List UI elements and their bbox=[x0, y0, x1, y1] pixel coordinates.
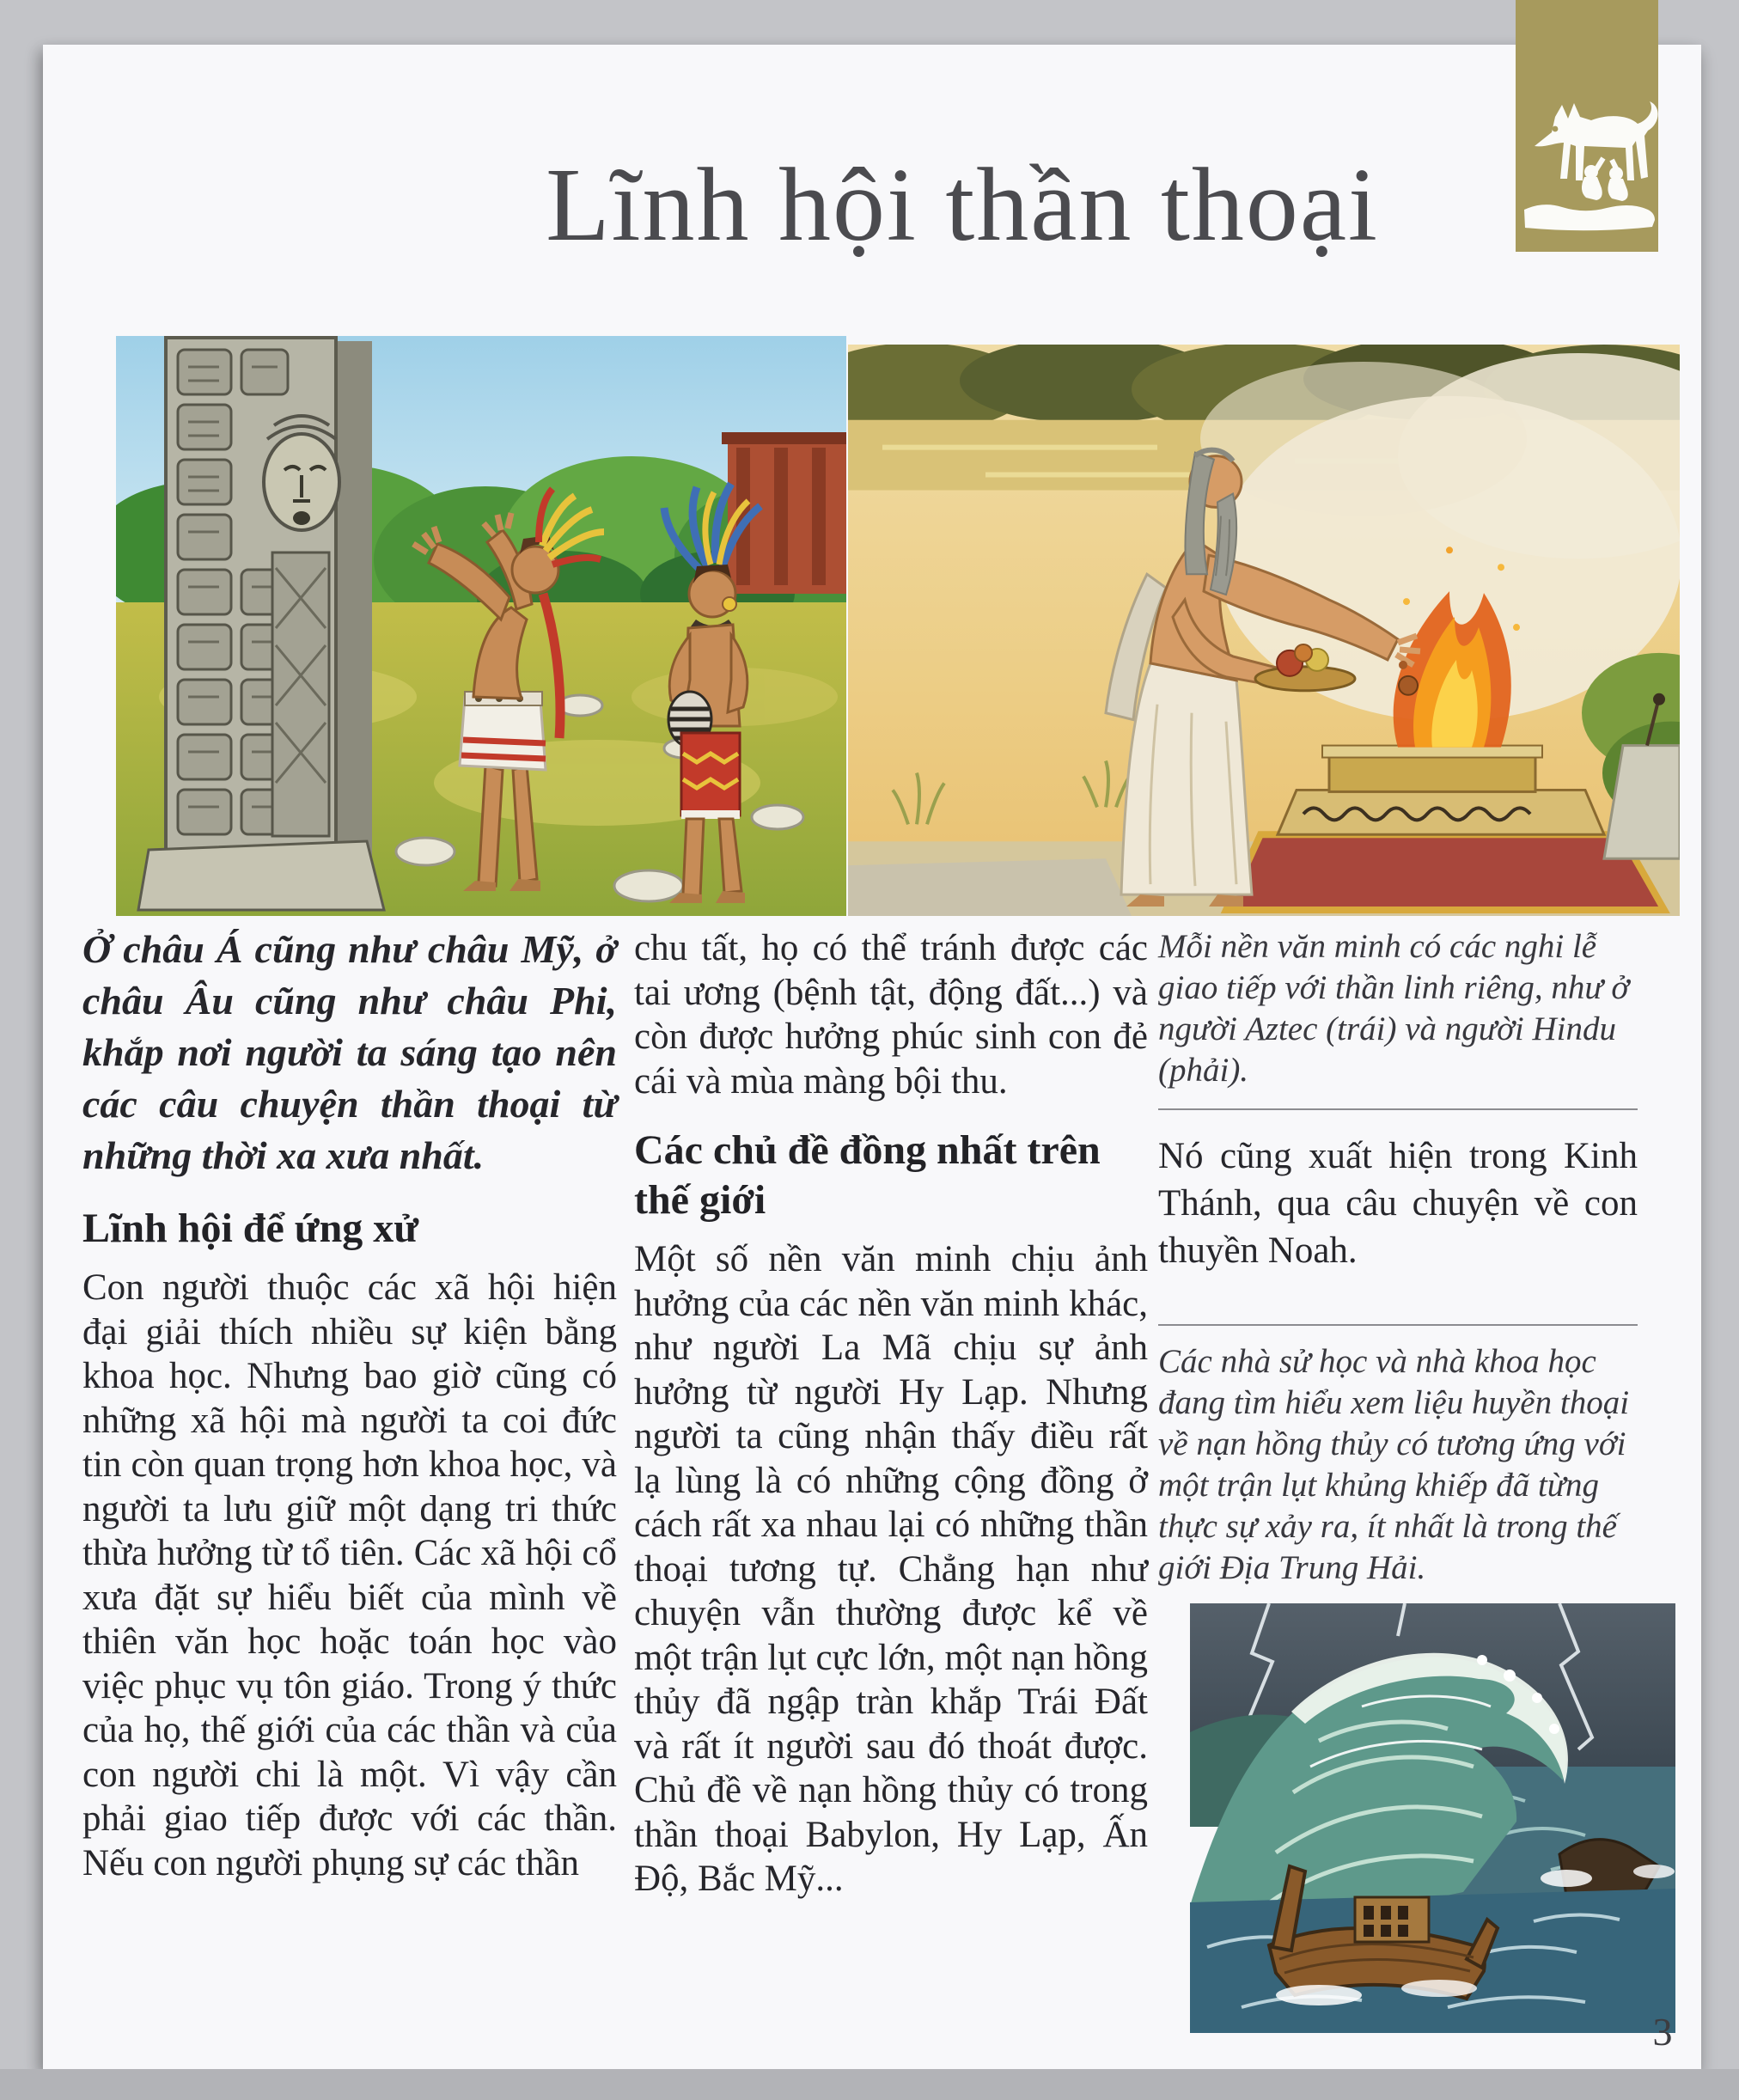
white-robe bbox=[1121, 663, 1252, 894]
column-1 bbox=[82, 924, 617, 1885]
wolf-eye bbox=[1553, 126, 1559, 132]
caption-divider-2 bbox=[1158, 1324, 1638, 1326]
body-paragraph-3: Một số nền văn minh chịu ảnh hưởng của các nền văn minh khác, như người La Mã chịu sự ảnh hưởng từ người Hy Lạp. Nhưng người ta cũng nhận thấy điều rất lạ lùng là có những cộng đồng ở cách rất xa nhau lại có những thần thoại tương tự. Chẳng hạn như chuyện vẫn thường được kể về một trận lụt cực lớn, một nạn hồng thủy đã ngập tràn khắp Trái Đất và rất ít người sau đó thoát được. Chủ đề về nạn hồng thủy có trong thần thoại Babylon, Hy Lạp, Ấn Độ, Bắc Mỹ... bbox=[634, 1239, 1148, 1899]
hindu-fire-offering-illustration bbox=[848, 345, 1680, 916]
column-3 bbox=[1158, 926, 1638, 1589]
page-title: Lĩnh hội thần thoại bbox=[546, 147, 1379, 263]
maya-stele bbox=[138, 338, 384, 910]
noah-ark-flood-illustration bbox=[1190, 1603, 1675, 2033]
section-heading-2: Các chủ đề đồng nhất trên thế giới bbox=[634, 1127, 1101, 1223]
column-2 bbox=[634, 926, 1148, 1902]
page-number: 3 bbox=[1652, 2010, 1673, 2054]
body-paragraph-2: chu tất, họ có thể tránh được các tai ương (bệnh tật, động đất...) và còn được hưởng phúc sinh con đẻ cái và mùa màng bội thu. bbox=[634, 928, 1148, 1102]
stone-floor bbox=[848, 858, 1132, 916]
scan-shadow bbox=[0, 2069, 1739, 2100]
illustrations-caption: Mỗi nền văn minh có các nghi lễ giao tiếp với thần linh riêng, như ở người Aztec (trái) và người Hindu (phải). bbox=[1158, 928, 1630, 1089]
caption-divider-1 bbox=[1158, 1108, 1638, 1110]
intro-paragraph: Ở châu Á cũng như châu Mỹ, ở châu Âu cũng như châu Phi, khắp nơi người ta sáng tạo nên các câu chuyện thần thoại từ những thời xa xưa nhất. bbox=[82, 927, 617, 1177]
bird-icon bbox=[1653, 693, 1665, 705]
capitoline-wolf-icon bbox=[1516, 0, 1658, 252]
altar-carpet bbox=[1226, 834, 1664, 910]
body-paragraph-4: Nó cũng xuất hiện trong Kinh Thánh, qua câu chuyện về con thuyền Noah. bbox=[1158, 1136, 1638, 1271]
offering-plate bbox=[1255, 667, 1355, 691]
falling-offering bbox=[1399, 676, 1418, 695]
aztec-maya-stele-ritual-illustration bbox=[116, 336, 846, 916]
body-paragraph-1: Con người thuộc các xã hội hiện đại giải thích nhiều sự kiện bằng khoa học. Nhưng bao giờ cũng có những xã hội mà người ta coi đức tin còn quan trọng hơn khoa học, và người ta lưu giữ một dạng tri thức thừa hưởng từ tổ tiên. Các xã hội cổ xưa đặt sự hiểu biết của mình về thiên văn học hoặc toán học vào việc phục vụ tôn giáo. Trong ý thức của họ, thế giới của các thần và của con người chi là một. Vì vậy cần phải giao tiếp được với các thần. Nếu con người phụng sự các thần bbox=[82, 1267, 617, 1883]
flood-caption: Các nhà sử học và nhà khoa học đang tìm hiểu xem liệu huyền thoại về nạn hồng thủy có tương ứng với một trận lụt khủng khiếp đã từng thực sự xảy ra, ít nhất là trong thế giới Địa Trung Hải. bbox=[1158, 1343, 1630, 1586]
section-heading-1: Lĩnh hội để ứng xử bbox=[82, 1206, 419, 1251]
carved-face bbox=[264, 416, 339, 530]
